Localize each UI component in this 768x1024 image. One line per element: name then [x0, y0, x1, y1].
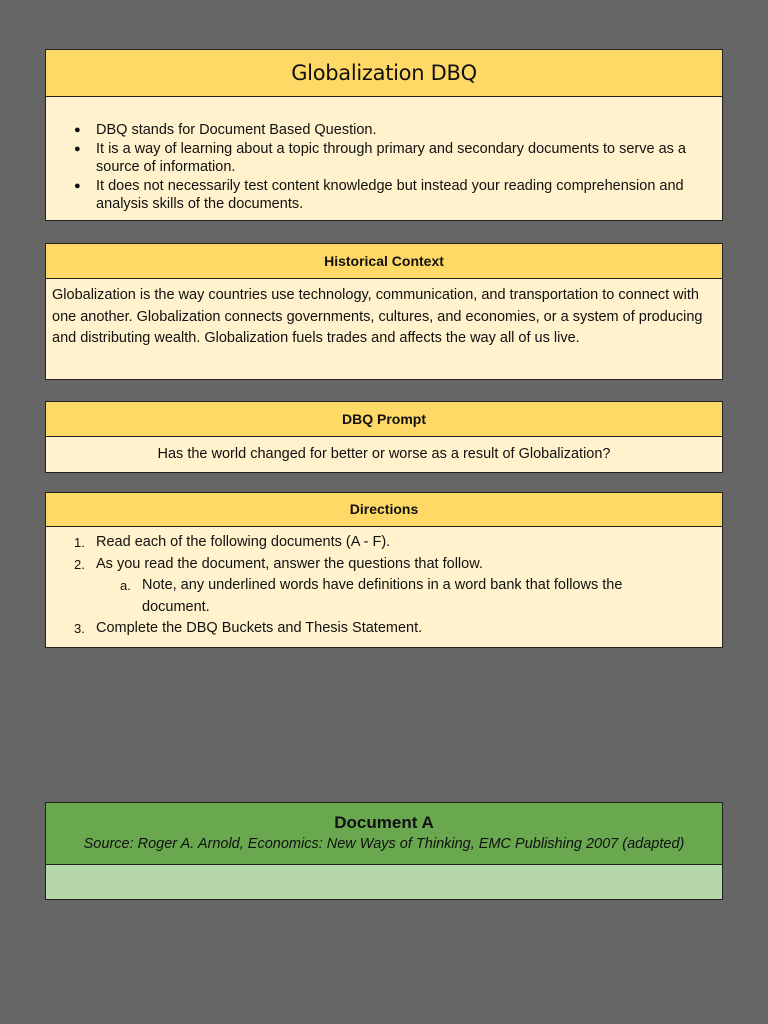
directions-item-text: As you read the document, answer the questions that follow. [96, 555, 483, 572]
dbq-prompt-heading: DBQ Prompt [46, 402, 722, 437]
document-a-section [45, 802, 723, 900]
intro-bullet: ● It does not necessarily test content knowledge but instead your reading comprehension and analysis skills of the documents. [96, 177, 722, 214]
directions-item-number: 2. [74, 556, 85, 572]
dbq-prompt-section [45, 401, 723, 473]
document-a-header [46, 803, 722, 865]
directions-section [45, 492, 723, 648]
historical-context-heading: Historical Context [46, 244, 722, 279]
directions-heading: Directions [46, 493, 722, 527]
document-a-source: Source: Roger A. Arnold, Economics: New Ways of Thinking, EMC Publishing 2007 (adapted) [83, 836, 685, 852]
intro-bullet: ● DBQ stands for Document Based Question. [96, 121, 722, 140]
directions-item-number: 1. [74, 535, 85, 550]
directions-item-text: Complete the DBQ Buckets and Thesis Statement. [96, 620, 423, 636]
dbq-prompt-question: Has the world changed for better or worse as a result of Globalization? [157, 446, 611, 462]
page-title: Globalization DBQ [46, 50, 722, 97]
intro-bullet: ● It is a way of learning about a topic through primary and secondary documents to serve as a source of information. [96, 140, 722, 177]
directions-item-number: a. [120, 578, 131, 593]
directions-subitem [46, 575, 722, 618]
directions-item [46, 618, 722, 640]
document-a-title: Document A [334, 813, 434, 832]
directions-item-number: 3. [74, 621, 85, 636]
directions-item [46, 554, 722, 576]
intro-section [45, 49, 723, 221]
intro-bullet-list [46, 97, 722, 214]
directions-item [46, 532, 722, 554]
directions-item-text: Read each of the following documents (A - F). [96, 534, 391, 550]
directions-list [46, 527, 722, 640]
historical-context-section [45, 243, 723, 380]
historical-context-text: Globalization is the way countries use technology, communication, and transportation to connect with one another. Globalization connects governments, cultures, and economies, or a system of producing and distributing wealth. Globalization fuels trades and affects the way all of us live. [52, 287, 703, 346]
directions-item-text: Note, any underlined words have definitions in a word bank that follows the document. [142, 577, 623, 615]
